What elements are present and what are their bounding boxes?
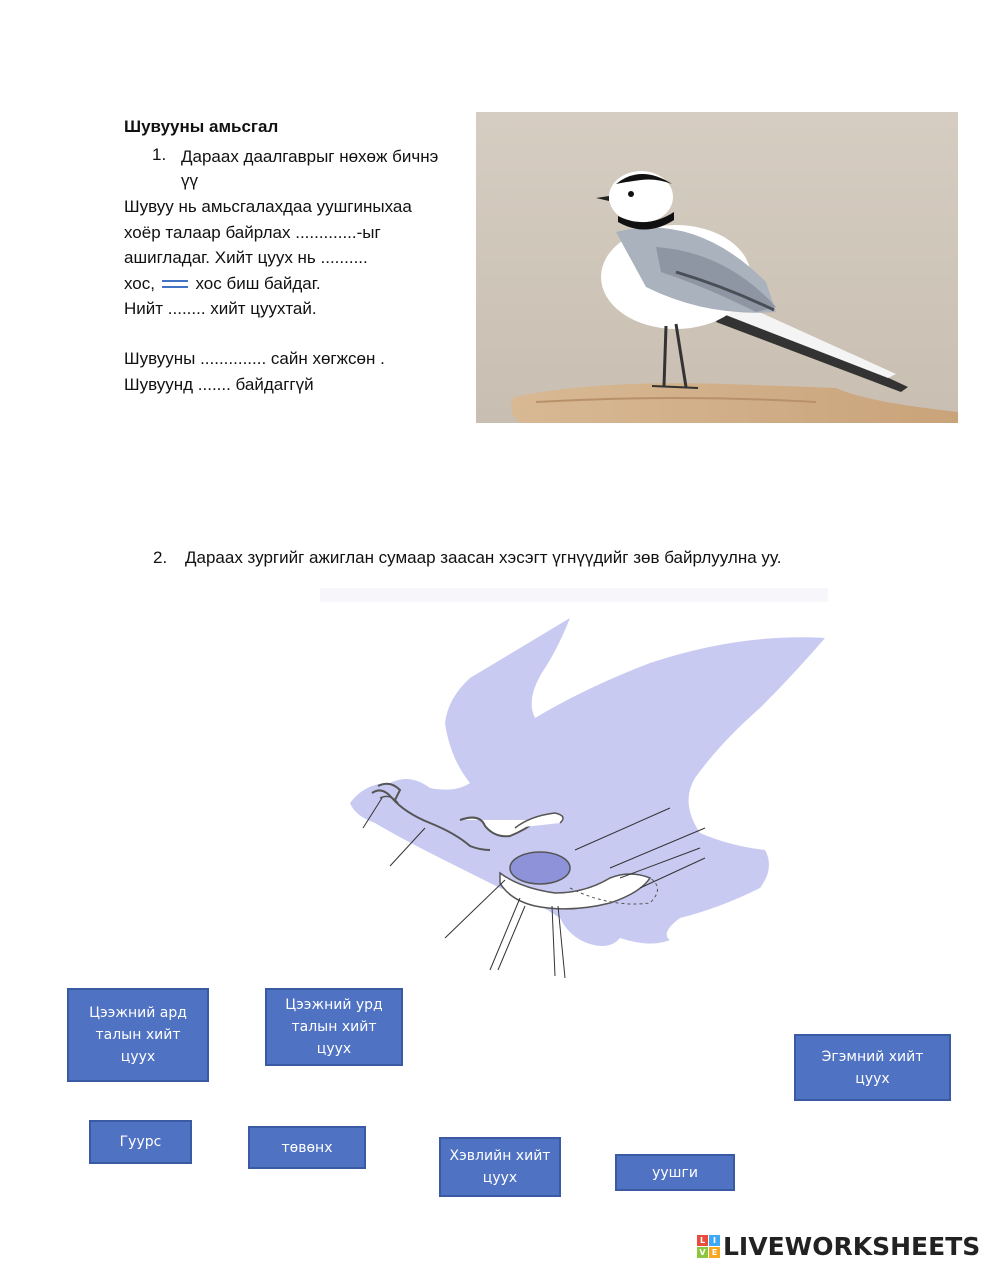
logo-tiles-icon (697, 1235, 720, 1258)
label-trachea[interactable]: Гуурс (89, 1120, 192, 1164)
q1-line-4 (124, 271, 464, 297)
q1-paragraph-2 (124, 346, 464, 397)
answer-blank-icon[interactable] (162, 280, 188, 288)
bird-respiratory-diagram (320, 588, 828, 988)
label-front-thoracic-air-sac[interactable]: Цээжний урд талын хийт цуух (265, 988, 403, 1066)
label-rear-thoracic-air-sac[interactable]: Цээжний ард талын хийт цуух (67, 988, 209, 1082)
worksheet-title: Шувууны амьсгал (124, 117, 279, 136)
label-syrinx[interactable]: төвөнх (248, 1126, 366, 1169)
q2-instruction: Дараах зургийг ажиглан сумаар заасан хэсэгт үгнүүдийг зөв байрлуулна уу. (185, 548, 782, 567)
q1-line-7: Шувуунд ....... байдаггүй (124, 374, 314, 394)
liveworksheets-logo (697, 1228, 980, 1264)
q2-number: 2. (153, 548, 168, 567)
logo-tile-e: E (709, 1247, 720, 1258)
q1-line-4b: хос биш байдаг. (195, 273, 321, 293)
q1-line-6: Шувууны .............. сайн хөгжсөн . (124, 349, 385, 368)
label-lung[interactable]: уушги (615, 1154, 735, 1191)
logo-tile-v: V (697, 1247, 708, 1258)
q1-number: 1. (152, 145, 167, 164)
q1-instruction: Дараах даалгаврыг нөхөж бичнэ үү (181, 147, 439, 190)
q1-line-4a: хос, (124, 273, 155, 293)
wagtail-photo (476, 112, 958, 423)
logo-tile-l: L (697, 1235, 708, 1246)
q1-line-1: Шувуу нь амьсгалахдаа уушгиныхаа (124, 197, 412, 216)
q1-paragraph (124, 194, 464, 322)
q1-line-5: Нийт ........ хийт цуухтай. (124, 299, 317, 318)
q1-line-2: хоёр талаар байрлах .............-ыг (124, 222, 381, 242)
label-abdominal-air-sac[interactable]: Хэвлийн хийт цуух (439, 1137, 561, 1197)
logo-text: LIVEWORKSHEETS (723, 1231, 981, 1261)
q1-line-3: ашигладаг. Хийт цуух нь .......... (124, 248, 368, 267)
q2-instruction-line (153, 548, 781, 568)
logo-tile-i: I (709, 1235, 720, 1246)
label-clavicular-air-sac[interactable]: Эгэмний хийт цуух (794, 1034, 951, 1101)
